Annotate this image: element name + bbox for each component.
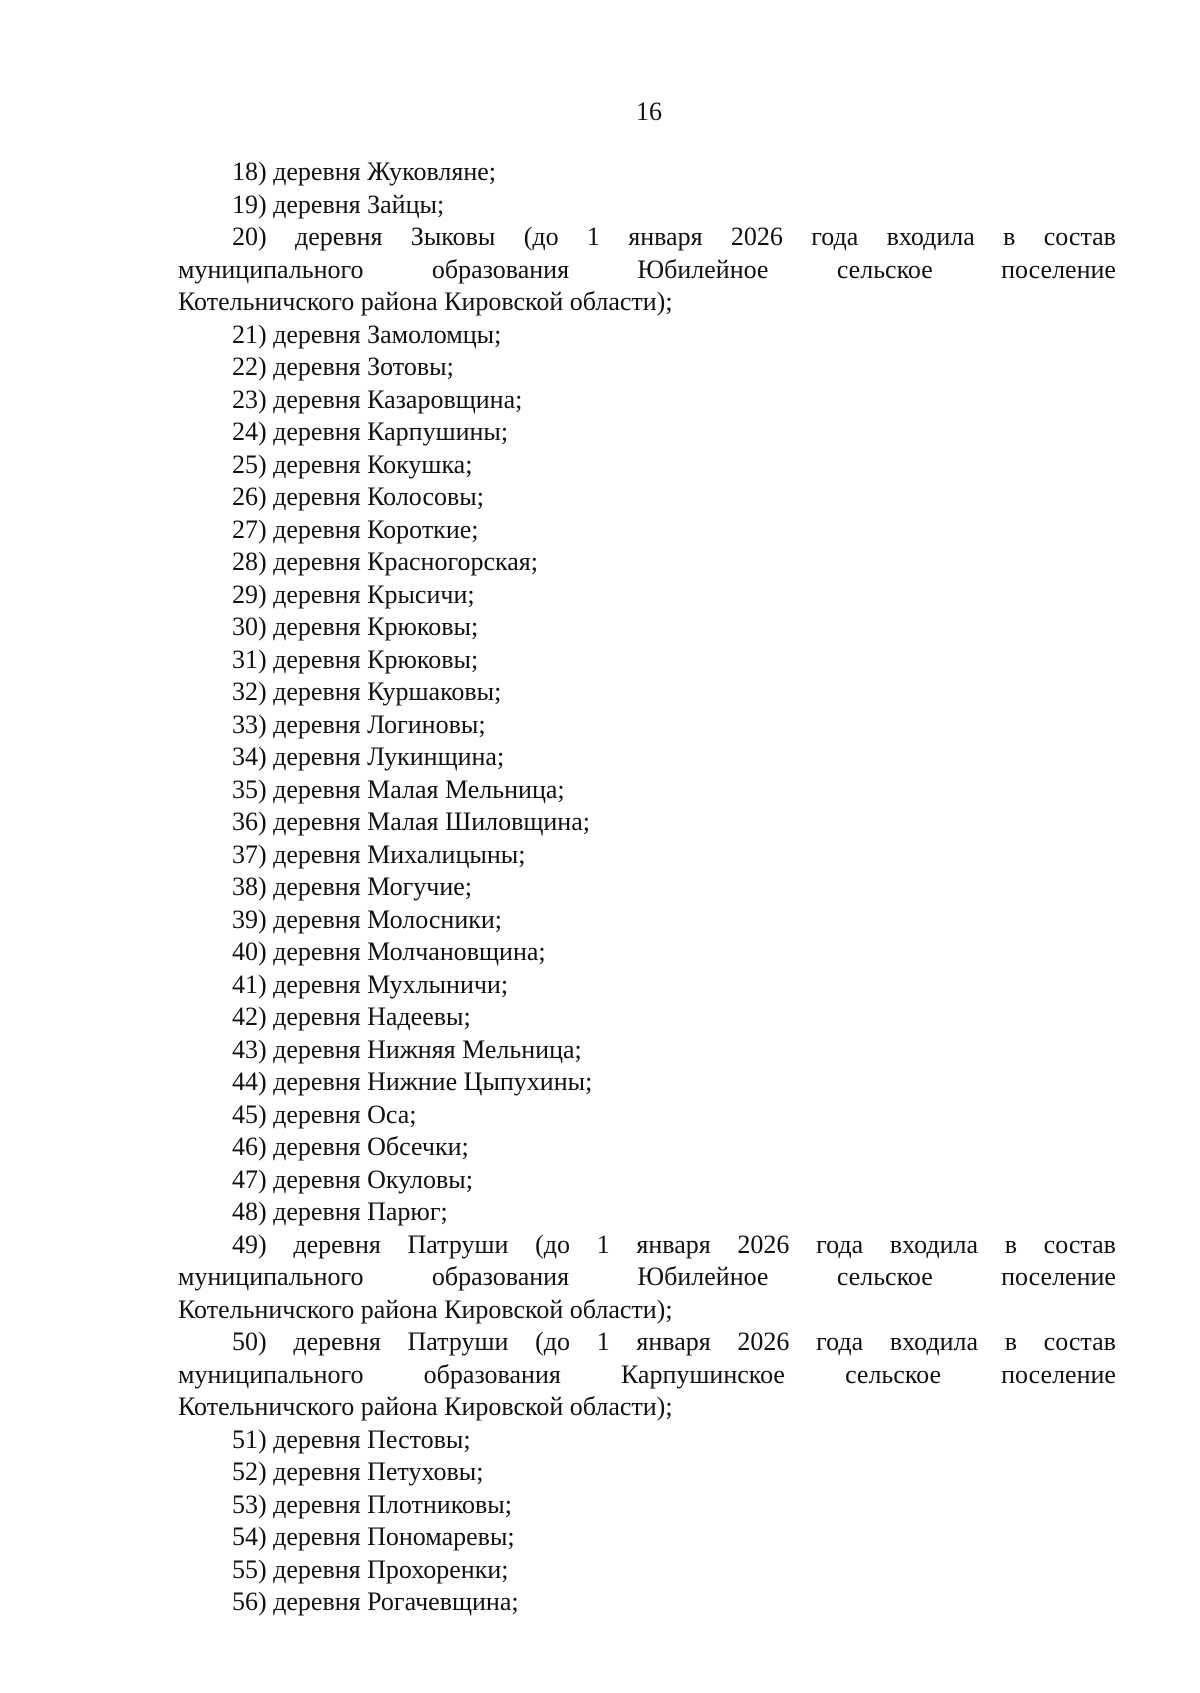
line-word: 49)	[232, 1229, 267, 1259]
list-line: 56) деревня Рогачевщина;	[232, 1587, 519, 1616]
line-word: года	[811, 222, 859, 251]
line-word: входила	[889, 1229, 979, 1259]
line-word: состав	[1043, 1327, 1116, 1356]
list-line: 51) деревня Пестовы;	[232, 1424, 471, 1454]
list-line: 53) деревня Плотниковы;	[232, 1489, 512, 1519]
list-line: 45) деревня Оса;	[232, 1099, 417, 1129]
line-word: 50)	[232, 1327, 267, 1356]
list-line: 35) деревня Малая Мельница;	[232, 774, 565, 804]
list-line: 52) деревня Петуховы;	[232, 1457, 484, 1486]
line-word: сельское	[836, 254, 933, 284]
line-word: муниципального	[178, 1359, 364, 1389]
list-line: 40) деревня Молчановщина;	[232, 937, 546, 966]
list-line: 25) деревня Кокушка;	[232, 449, 473, 479]
list-line: 23) деревня Казаровщина;	[232, 384, 523, 414]
list-line: Котельничского района Кировской области);	[178, 287, 673, 316]
line-word: деревня	[295, 222, 383, 251]
list-line: 48) деревня Парюг;	[232, 1197, 448, 1226]
line-word: января	[636, 1229, 711, 1259]
list-line	[178, 1326, 1116, 1359]
line-word: входила	[889, 1327, 979, 1356]
list-line: 28) деревня Красногорская;	[232, 547, 538, 576]
line-word: Зыковы	[410, 222, 496, 251]
line-word: 1	[586, 222, 600, 251]
list-line: 26) деревня Колосовы;	[232, 482, 484, 511]
list-line: 30) деревня Крюковы;	[232, 612, 479, 641]
list-line: 42) деревня Надеевы;	[232, 1002, 471, 1031]
list-line: 36) деревня Малая Шиловщина;	[232, 807, 590, 836]
line-word: поселение	[1001, 254, 1116, 284]
line-word: Патруши	[407, 1327, 509, 1356]
list-line: 33) деревня Логиновы;	[232, 709, 486, 739]
list-line	[178, 1359, 1116, 1392]
line-word: Юбилейное	[637, 1262, 769, 1291]
list-line: 44) деревня Нижние Цыпухины;	[232, 1067, 593, 1096]
line-word: состав	[1043, 222, 1116, 251]
line-word: (до	[535, 1327, 571, 1356]
list-line: 18) деревня Жуковляне;	[232, 157, 496, 186]
line-word: года	[816, 1327, 864, 1356]
line-word: муниципального	[178, 1262, 364, 1291]
list-line: 54) деревня Пономаревы;	[232, 1522, 515, 1551]
list-line: 41) деревня Мухлыничи;	[232, 969, 509, 999]
line-word: 2026	[730, 222, 783, 251]
line-word: образования	[431, 1262, 570, 1291]
list-line: 24) деревня Карпушины;	[232, 417, 509, 446]
list-line	[178, 254, 1116, 287]
list-line: 37) деревня Михалицыны;	[232, 839, 526, 869]
list-line: 32) деревня Куршаковы;	[232, 677, 502, 706]
list-line: Котельничского района Кировской области);	[178, 1392, 673, 1421]
list-line: 19) деревня Зайцы;	[232, 189, 445, 219]
line-word: 20)	[232, 222, 267, 251]
list-line: 39) деревня Молосники;	[232, 904, 503, 934]
list-line	[178, 1229, 1116, 1262]
list-line: 55) деревня Прохоренки;	[232, 1554, 509, 1584]
line-word: муниципального	[178, 254, 364, 284]
list-line: 27) деревня Короткие;	[232, 514, 479, 544]
list-line: 31) деревня Крюковы;	[232, 644, 479, 674]
line-word: января	[636, 1327, 711, 1356]
line-word: поселение	[1001, 1262, 1116, 1291]
list-line: 29) деревня Крысичи;	[232, 579, 475, 609]
line-word: входила	[886, 222, 975, 251]
list-line: 38) деревня Могучие;	[232, 872, 473, 901]
line-word: деревня	[293, 1327, 381, 1356]
line-word: 2026	[737, 1327, 790, 1356]
line-word: образования	[431, 254, 570, 284]
settlement-list	[178, 156, 1116, 1619]
list-line: 47) деревня Окуловы;	[232, 1164, 473, 1194]
list-line: 43) деревня Нижняя Мельница;	[232, 1034, 582, 1064]
line-word: января	[628, 222, 703, 251]
list-line: Котельничского района Кировской области);	[178, 1294, 673, 1324]
list-line: 46) деревня Обсечки;	[232, 1132, 469, 1161]
page-number: 16	[636, 97, 662, 126]
line-word: Карпушинское	[620, 1359, 785, 1389]
line-word: в	[1004, 1229, 1017, 1259]
line-word: (до	[523, 222, 559, 251]
list-line: 22) деревня Зотовы;	[232, 352, 454, 381]
line-word: деревня	[293, 1229, 381, 1259]
line-word: 1	[596, 1229, 610, 1259]
line-word: образования	[423, 1359, 561, 1389]
line-word: состав	[1043, 1229, 1116, 1259]
line-word: сельское	[845, 1359, 942, 1389]
line-word: Юбилейное	[637, 254, 769, 284]
line-word: (до	[535, 1229, 571, 1259]
list-line	[178, 221, 1116, 254]
line-word: года	[816, 1229, 864, 1259]
line-word: поселение	[1001, 1359, 1116, 1389]
line-word: в	[1004, 1327, 1017, 1356]
line-word: 1	[596, 1327, 610, 1356]
list-line: 34) деревня Лукинщина;	[232, 742, 505, 771]
line-word: сельское	[836, 1262, 933, 1291]
line-word: 2026	[737, 1229, 790, 1259]
list-line: 21) деревня Замоломцы;	[232, 319, 502, 349]
line-word: в	[1003, 222, 1016, 251]
line-word: Патруши	[407, 1229, 509, 1259]
list-line	[178, 1261, 1116, 1294]
